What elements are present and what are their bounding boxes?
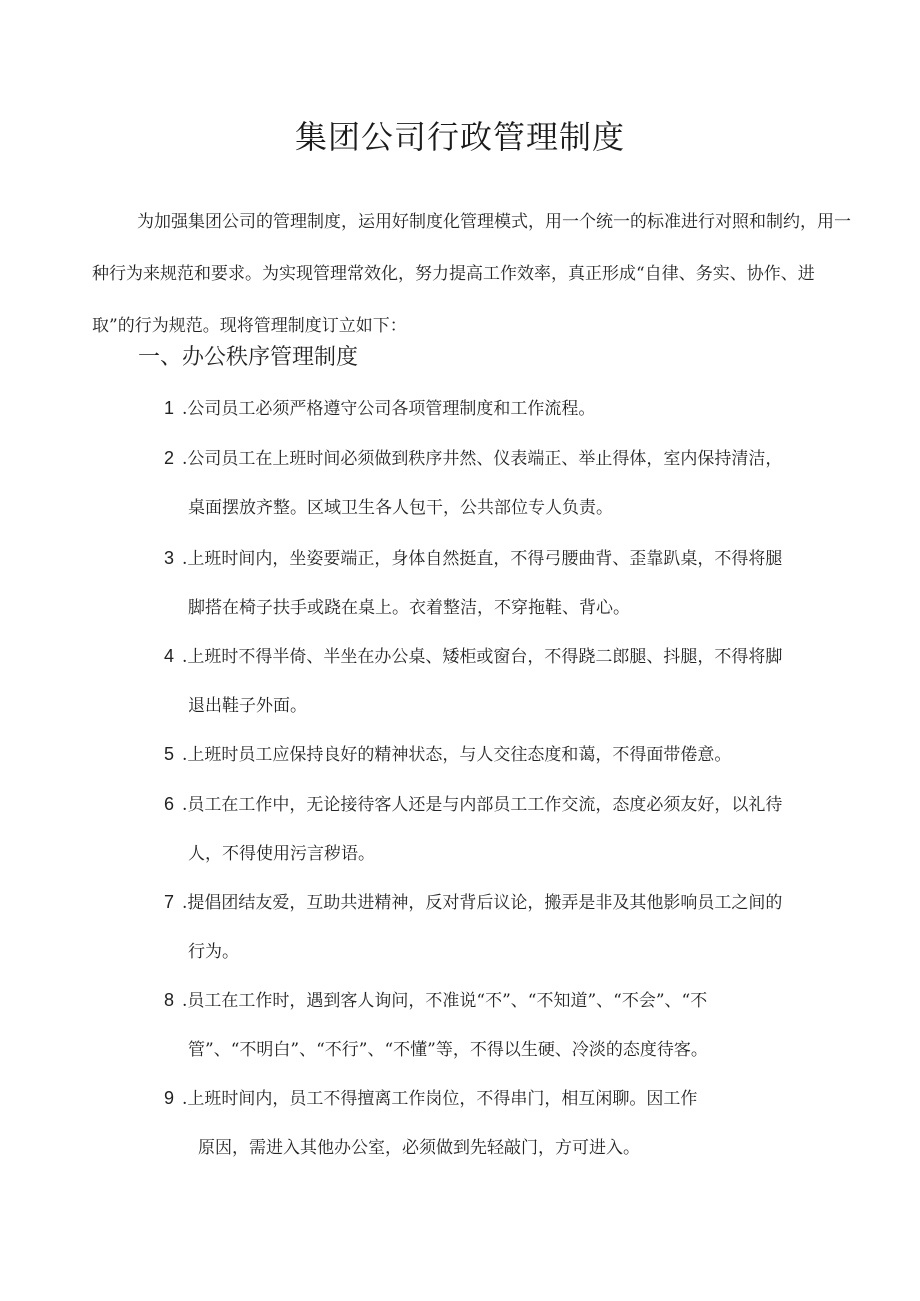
list-item xyxy=(164,744,864,794)
item-text: .提倡团结友爱，互助共进精神，反对背后议论，搬弄是非及其他影响员工之间的 xyxy=(182,893,783,913)
item-text: .上班时间内，员工不得擅离工作岗位，不得串门，相互闲聊。因工作 xyxy=(182,1089,698,1109)
list-item xyxy=(164,990,864,1090)
list-item xyxy=(164,1088,864,1188)
section-heading: 一、办公秩序管理制度 xyxy=(138,345,359,370)
item-number: 2 xyxy=(164,448,175,468)
list-item xyxy=(164,646,864,746)
item-number: 4 xyxy=(164,646,175,666)
item-text: .上班时间内，坐姿要端正，身体自然挺直，不得弓腰曲背、歪靠趴桌，不得将腿 xyxy=(182,549,783,569)
item-text: .公司员工在上班时间必须做到秩序井然、仪表端正、举止得体，室内保持清洁， xyxy=(182,449,783,469)
item-text: .上班时员工应保持良好的精神状态，与人交往态度和蔼，不得面带倦意。 xyxy=(182,745,732,765)
document-title: 集团公司行政管理制度 xyxy=(294,118,625,156)
item-text-continued: 退出鞋子外面。 xyxy=(188,696,307,716)
item-text-continued: 行为。 xyxy=(188,942,239,962)
item-text-continued: 人，不得使用污言秽语。 xyxy=(188,844,375,864)
item-number: 8 xyxy=(164,990,175,1010)
item-number: 6 xyxy=(164,794,175,814)
item-text-continued: 脚搭在椅子扶手或跷在桌上。衣着整洁，不穿拖鞋、背心。 xyxy=(188,598,630,618)
list-item xyxy=(164,794,864,894)
item-text: .公司员工必须严格遵守公司各项管理制度和工作流程。 xyxy=(182,399,596,419)
item-text-continued: 桌面摆放齐整。区域卫生各人包干，公共部位专人负责。 xyxy=(188,498,613,518)
item-number: 9 xyxy=(164,1088,175,1108)
list-item xyxy=(164,548,864,648)
list-item xyxy=(164,448,864,548)
list-item xyxy=(164,398,864,448)
intro-paragraph: 为加强集团公司的管理制度，运用好制度化管理模式，用一个统一的标准进行对照和制约，用一种行为来规范和要求。为实现管理常效化，努力提高工作效率，真正形成“自律、务实、协作、进取”的行为规范。现将管理制度订立如下： xyxy=(92,212,851,336)
item-number: 5 xyxy=(164,744,175,764)
list-item xyxy=(164,892,864,992)
item-number: 3 xyxy=(164,548,175,568)
item-text: .员工在工作中，无论接待客人还是与内部员工工作交流，态度必须友好，以礼待 xyxy=(182,795,783,815)
item-text-continued: 管”、“不明白”、“不行”、“不懂”等，不得以生硬、冷淡的态度待客。 xyxy=(188,1040,708,1060)
item-text: .上班时不得半倚、半坐在办公桌、矮柜或窗台，不得跷二郎腿、抖腿，不得将脚 xyxy=(182,647,783,667)
item-text: .员工在工作时，遇到客人询问，不准说“不”、“不知道”、“不会”、“不 xyxy=(182,991,708,1011)
item-text-continued: 原因，需进入其他办公室，必须做到先轻敲门，方可进入。 xyxy=(198,1138,640,1158)
item-number: 1 xyxy=(164,398,175,418)
item-number: 7 xyxy=(164,892,175,912)
